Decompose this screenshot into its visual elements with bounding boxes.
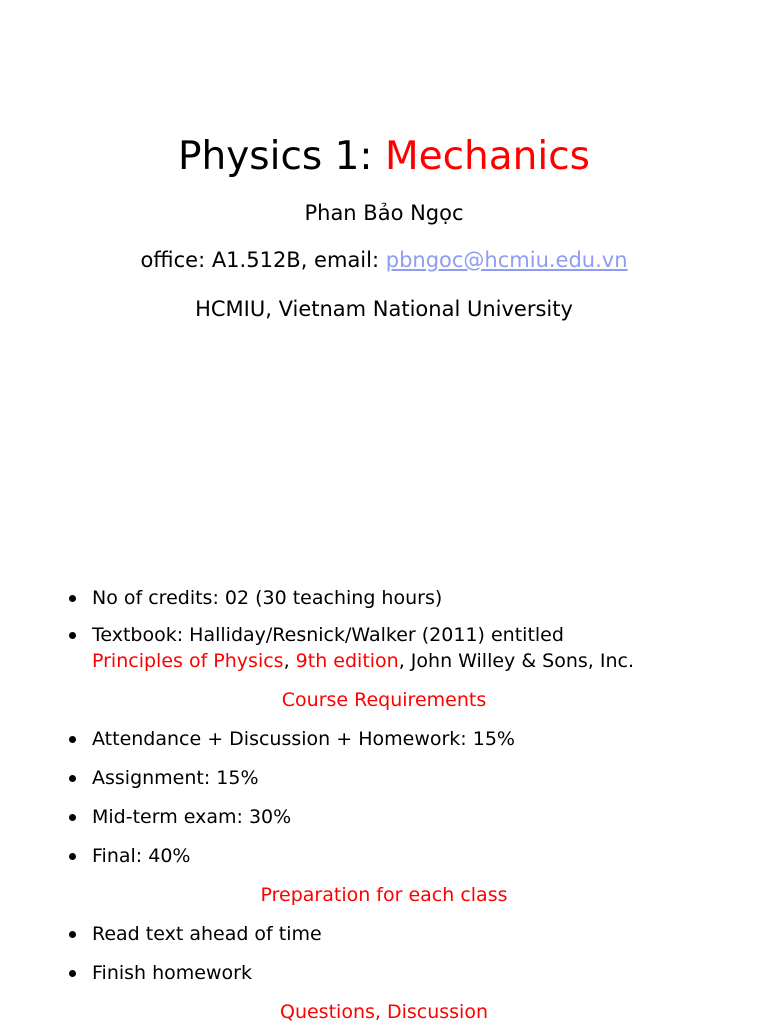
list-item <box>66 960 252 986</box>
bullet-dot <box>69 814 76 821</box>
institution: HCMIU, Vietnam National University <box>195 297 573 321</box>
bullet-dot <box>69 853 76 860</box>
list-item <box>66 804 291 830</box>
page-title <box>0 132 768 182</box>
author-name: Phan Bảo Ngọc <box>304 201 464 225</box>
requirement-text: Final: 40% <box>92 845 191 867</box>
title-highlight: Mechanics <box>384 134 590 179</box>
textbook-separator: , <box>283 650 296 672</box>
textbook-publisher: , John Willey & Sons, Inc. <box>398 650 635 672</box>
bullet-dot <box>69 595 76 602</box>
list-item <box>66 921 322 947</box>
preparation-text: Finish homework <box>92 962 252 984</box>
bullet-dot <box>69 970 76 977</box>
preparation-heading: Preparation for each class <box>260 884 508 906</box>
credits-text: No of credits: 02 (30 teaching hours) <box>92 587 443 609</box>
bullet-dot <box>69 931 76 938</box>
list-item-credits <box>66 585 442 611</box>
contact-prefix: office: A1.512B, email: <box>140 248 386 272</box>
list-item <box>66 765 259 791</box>
preparation-text: Read text ahead of time <box>92 923 322 945</box>
textbook-title: Principles of Physics <box>92 650 284 672</box>
list-item <box>66 843 190 869</box>
requirement-text: Mid-term exam: 30% <box>92 806 292 828</box>
questions-heading: Questions, Discussion <box>280 1001 488 1023</box>
textbook-edition: 9th edition <box>295 650 399 672</box>
title-prefix: Physics 1: <box>177 134 385 179</box>
contact-line <box>0 246 768 274</box>
bullet-dot <box>69 736 76 743</box>
list-item-textbook <box>66 622 634 674</box>
requirement-text: Attendance + Discussion + Homework: 15% <box>92 728 515 750</box>
bullet-dot <box>69 775 76 782</box>
list-item <box>66 726 515 752</box>
textbook-text: Textbook: Halliday/Resnick/Walker (2011) entitled <box>92 624 564 646</box>
requirements-heading: Course Requirements <box>281 689 487 711</box>
bullet-dot <box>69 632 76 639</box>
email-link[interactable]: pbngoc@hcmiu.edu.vn <box>385 248 628 272</box>
requirement-text: Assignment: 15% <box>92 767 259 789</box>
